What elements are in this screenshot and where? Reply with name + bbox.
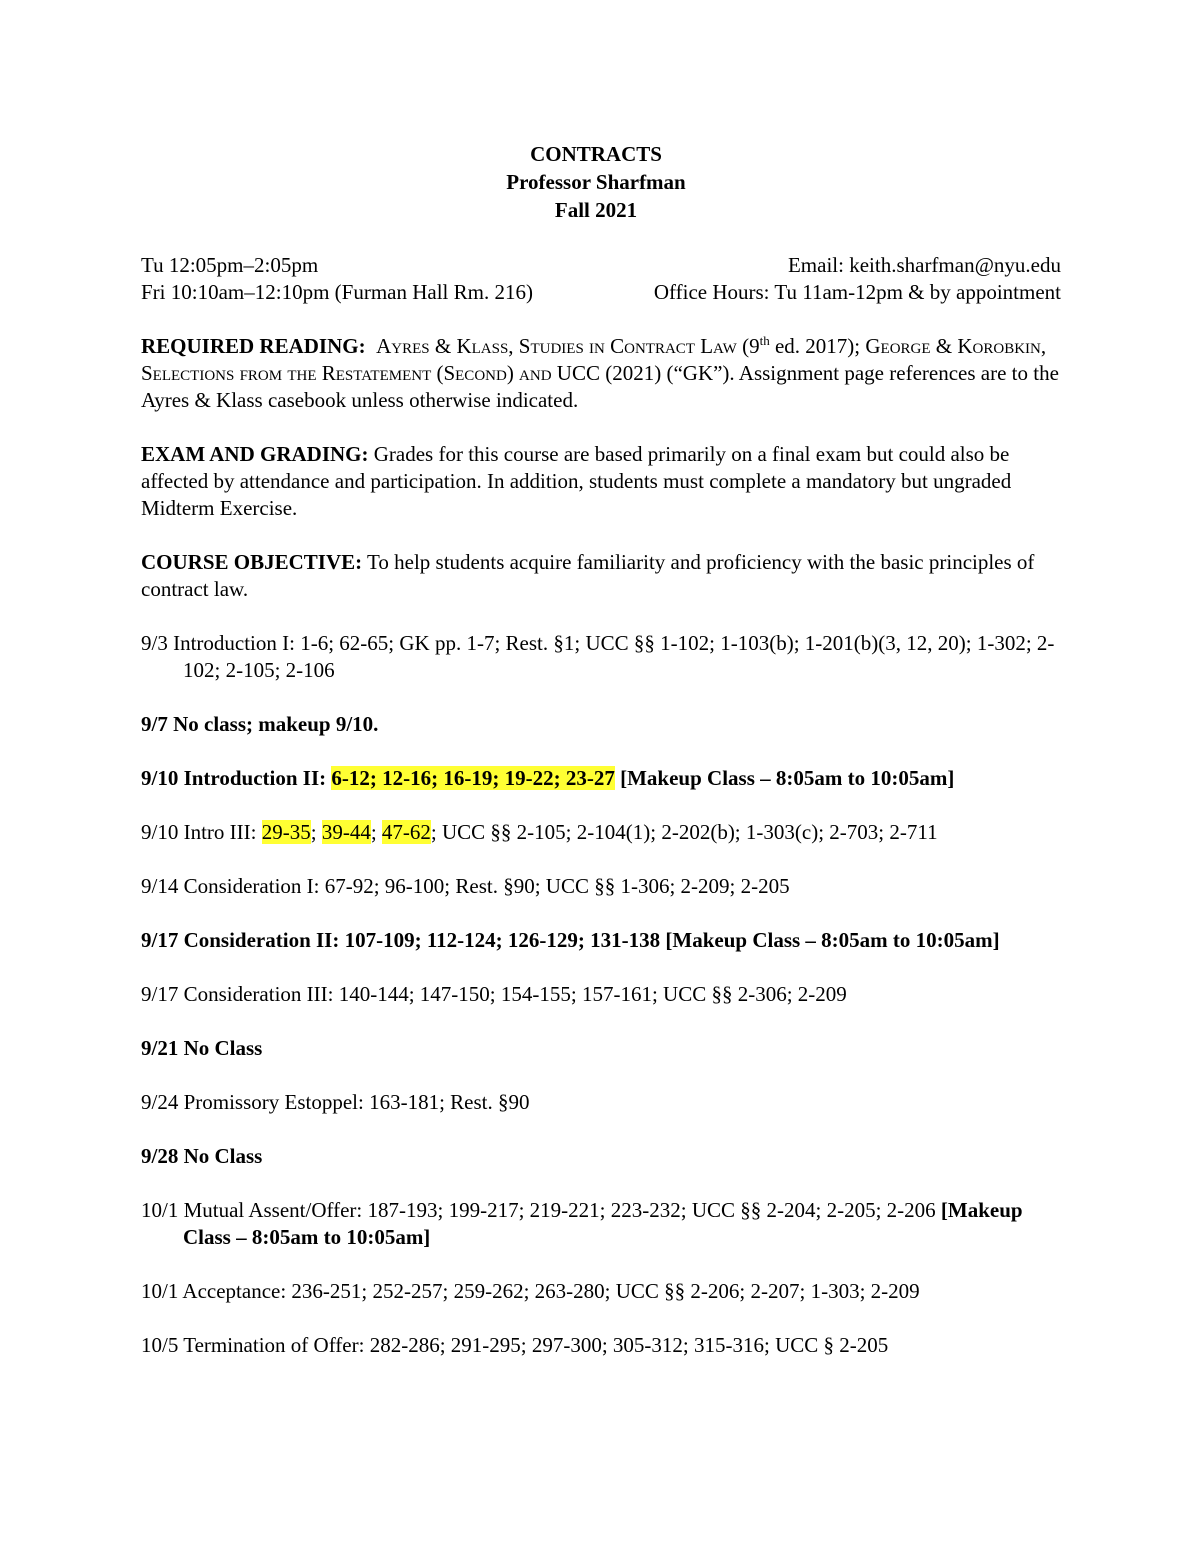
reading-note: Assignment page references are to the Ayres & Klass casebook unless otherwise indicated. xyxy=(141,361,1059,412)
highlighted-pages: 6-12; 12-16; 16-19; 19-22; 23-27 xyxy=(331,766,615,790)
book1-title: Studies in Contract Law xyxy=(518,334,737,358)
schedule-entry: 9/10 Introduction II: 6-12; 12-16; 16-19; 19-22; 23-27 [Makeup Class – 8:05am to 10:05am] xyxy=(141,766,955,790)
makeup-class-note: [Makeup Class – 8:05am to 10:05am] xyxy=(183,1198,1023,1249)
email-line: Email: keith.sharfman@nyu.edu xyxy=(787,253,1061,277)
exam-text: Grades for this course are based primarily on a final exam but could also be affected by attendance and participation. In addition, students must complete a mandatory but ungraded Midterm Exercise. xyxy=(141,442,1012,520)
schedule-entry: 9/21 No Class xyxy=(141,1036,263,1060)
schedule-entry: 9/10 Intro III: 29-35; 39-44; 47-62; UCC §§ 2-105; 2-104(1); 2-202(b); 1-303(c); 2-703; 2-711 xyxy=(141,820,938,844)
schedule-entry: 10/1 Mutual Assent/Offer: 187-193; 199-217; 219-221; 223-232; UCC §§ 2-204; 2-205; 2-206 [Makeup Class – 8:05am to 10:05am] xyxy=(141,1198,1023,1249)
office-hours: Office Hours: Tu 11am-12pm & by appointment xyxy=(653,280,1061,304)
highlighted-pages: 29-35 xyxy=(261,820,311,844)
class-time-friday: Fri 10:10am–12:10pm (Furman Hall Rm. 216) xyxy=(141,280,533,304)
schedule-entry: 9/7 No class; makeup 9/10. xyxy=(141,712,379,736)
schedule-entry: 9/17 Consideration II: 107-109; 112-124; 126-129; 131-138 [Makeup Class – 8:05am to 10:05am] xyxy=(141,928,1000,952)
highlighted-pages: 39-44 xyxy=(321,820,371,844)
course-title: CONTRACTS xyxy=(530,142,662,166)
book2-rest: (2021) (“GK”). xyxy=(599,361,735,385)
objective-section xyxy=(141,549,1061,603)
syllabus-page xyxy=(141,140,1061,1359)
schedule-entry: 10/5 Termination of Offer: 282-286; 291-295; 297-300; 305-312; 315-316; UCC § 2-205 xyxy=(141,1333,889,1357)
schedule-entry: 9/17 Consideration III: 140-144; 147-150; 154-155; 157-161; UCC §§ 2-306; 2-209 xyxy=(141,982,847,1006)
syllabus-header xyxy=(131,140,1061,224)
info-row-2 xyxy=(141,279,1061,306)
objective-text: To help students acquire familiarity and proficiency with the basic principles of contract law. xyxy=(141,550,1035,601)
schedule-entry: 10/1 Acceptance: 236-251; 252-257; 259-262; 263-280; UCC §§ 2-206; 2-207; 1-303; 2-209 xyxy=(141,1279,920,1303)
objective-label: COURSE OBJECTIVE: xyxy=(141,550,363,574)
info-row-1 xyxy=(141,252,1061,279)
exam-label: EXAM AND GRADING: xyxy=(141,442,369,466)
schedule-entry: 9/14 Consideration I: 67-92; 96-100; Rest. §90; UCC §§ 1-306; 2-209; 2-205 xyxy=(141,874,790,898)
exam-section xyxy=(141,441,1061,522)
class-time-tuesday: Tu 12:05pm–2:05pm xyxy=(141,253,319,277)
book1-authors: Ayres & Klass xyxy=(376,334,509,358)
book1-edition: (9th ed. 2017); xyxy=(742,333,866,358)
book2-title: Selections from the Restatement (Second) and UCC xyxy=(141,361,600,385)
schedule-entry: 9/3 Introduction I: 1-6; 62-65; GK pp. 1-7; Rest. §1; UCC §§ 1-102; 1-103(b); 1-201(b)(3, 12, 20); 1-302; 2-102; 2-105; 2-106 xyxy=(141,631,1055,682)
professor-name: Professor Sharfman xyxy=(506,170,686,194)
required-reading-section: REQUIRED READING: Ayres & Klass, Studies in Contract Law (9th ed. 2017); George & Korobkin, Selections from the Restatement (Second) and UCC (2021) (“GK”). Assignment page references are to the Ayres & Klass casebook unless otherwise indicated. xyxy=(141,333,1059,412)
highlighted-pages: 47-62 xyxy=(381,820,431,844)
course-info xyxy=(141,252,1061,306)
schedule-entry: 9/24 Promissory Estoppel: 163-181; Rest. §90 xyxy=(141,1090,530,1114)
term: Fall 2021 xyxy=(554,198,638,222)
book2-authors: George & Korobkin xyxy=(865,334,1041,358)
required-reading-label: REQUIRED READING: xyxy=(141,334,366,358)
schedule-entry: 9/28 No Class xyxy=(141,1144,263,1168)
